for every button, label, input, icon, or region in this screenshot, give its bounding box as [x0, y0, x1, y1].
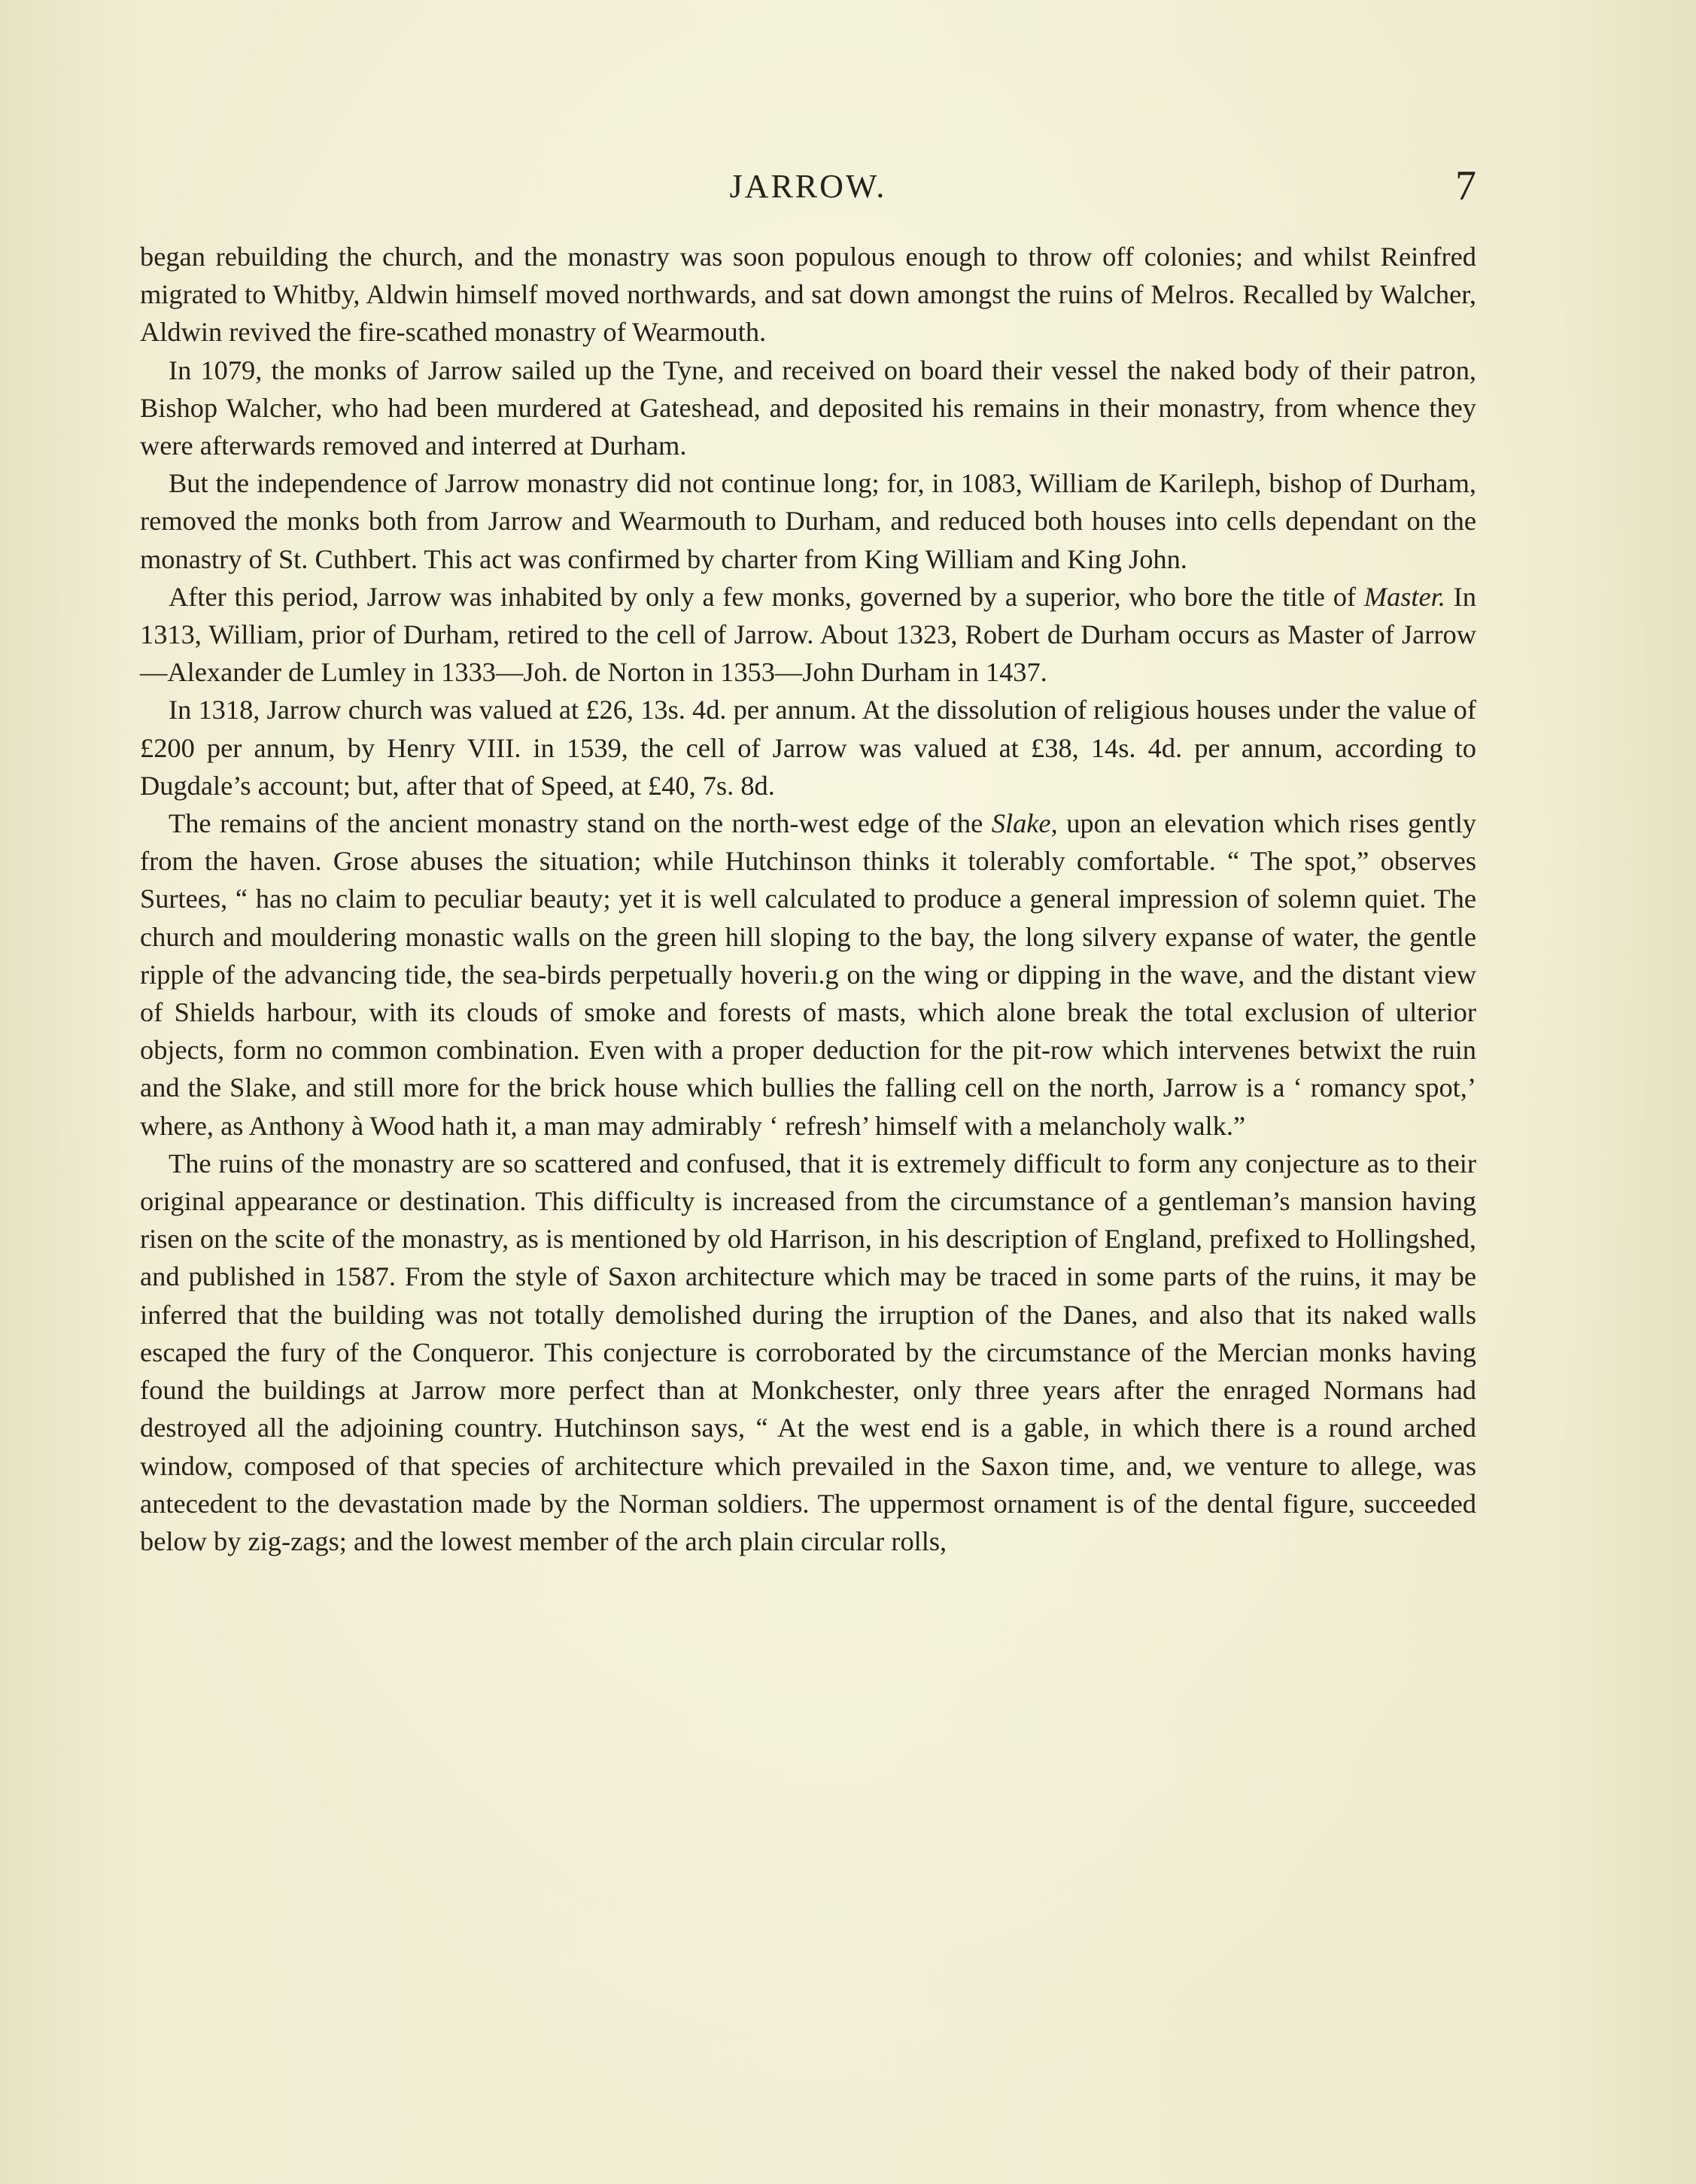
paragraph-text: The remains of the ancient monastry stand on the north-west edge of the — [169, 808, 992, 839]
paragraph — [140, 805, 1476, 1145]
page-number: 7 — [1455, 163, 1476, 209]
paragraph: began rebuilding the church, and the monastry was soon populous enough to throw off colonies; and whilst Reinfred migrated to Whitby, Aldwin himself moved northwards, and sat down amongst the ruins of Melros. Recalled by Walcher, Aldwin revived the fire-scathed monastry of Wearmouth. — [140, 242, 1476, 348]
paragraph: In 1318, Jarrow church was valued at £26, 13s. 4d. per annum. At the dissolution of religious houses under the value of £200 per annum, by Henry VIII. in 1539, the cell of Jarrow was valued at £38, 14s. 4d. per annum, according to Dugdale’s account; but, after that of Speed, at £40, 7s. 8d. — [140, 695, 1476, 801]
italic-term: Slake, — [991, 808, 1058, 839]
italic-term: Master. — [1363, 581, 1445, 612]
paragraph: But the independence of Jarrow monastry did not continue long; for, in 1083, William de Karileph, bishop of Durham, removed the monks both from Jarrow and Wearmouth to Durham, and reduced both houses into cells dependant on the monastry of St. Cuthbert. This act was confirmed by charter from King William and King John. — [140, 468, 1476, 574]
paragraph — [140, 578, 1476, 692]
paragraph-text: In 1313, William, prior of Durham, retired to the cell of Jarrow. About 1323, Robert de Durham occurs as Master of Jarrow—Alexander de Lumley in 1333—Joh. de Norton in 1353—John Durham in 1437. — [140, 581, 1476, 688]
body-text — [140, 238, 1476, 1560]
paragraph-text: After this period, Jarrow was inhabited by only a few monks, governed by a superior, who bore the title of — [169, 581, 1364, 612]
page-title: JARROW. — [729, 168, 887, 205]
paragraph: The ruins of the monastry are so scattered and confused, that it is extremely difficult to form any conjecture as to their original appearance or destination. This difficulty is increased from the circumstance of a gentleman’s mansion having risen on the scite of the monastry, as is mentioned by old Harrison, in his description of England, prefixed to Hollingshed, and published in 1587. From the style of Saxon architecture which may be traced in some parts of the ruins, it may be inferred that the building was not totally demolished during the irruption of the Danes, and also that its naked walls escaped the fury of the Conqueror. This conjecture is corroborated by the circumstance of the Mercian monks having found the buildings at Jarrow more perfect than at Monkchester, only three years after the enraged Normans had destroyed all the adjoining country. Hutchinson says, “ At the west end is a gable, in which there is a round arched window, composed of that species of architecture which prevailed in the Saxon time, and, we venture to allege, was antecedent to the devastation made by the Norman soldiers. The uppermost ornament is of the dental figure, succeeded below by zig-zags; and the lowest member of the arch plain circular rolls, — [140, 1148, 1476, 1556]
running-head — [140, 164, 1476, 217]
paragraph: In 1079, the monks of Jarrow sailed up the Tyne, and received on board their vessel the naked body of their patron, Bishop Walcher, who had been murdered at Gateshead, and deposited his remains in their monastry, from whence they were afterwards removed and interred at Durham. — [140, 354, 1476, 461]
paragraph-text: upon an elevation which rises gently from the haven. Grose abuses the situation; while Hutchinson thinks it tolerably comfortable. “ The spot,” observes Surtees, “ has no claim to peculiar beauty; yet it is well calculated to produce a general impression of solemn quiet. The church and mouldering monastic walls on the green hill sloping to the bay, the long silvery expanse of water, the gentle ripple of the advancing tide, the sea-birds perpetually hoveriı.g on the wing or dipping in the wave, and the distant view of Shields harbour, with its clouds of smoke and forests of masts, which alone break the total exclusion of ulterior objects, form no common combination. Even with a proper deduction for the pit-row which intervenes betwixt the ruin and the Slake, and still more for the brick house which bullies the falling cell on the north, Jarrow is a ‘ romancy spot,’ where, as Anthony à Wood hath it, a man may admirably ‘ refresh’ himself with a melancholy walk.” — [140, 808, 1476, 1141]
